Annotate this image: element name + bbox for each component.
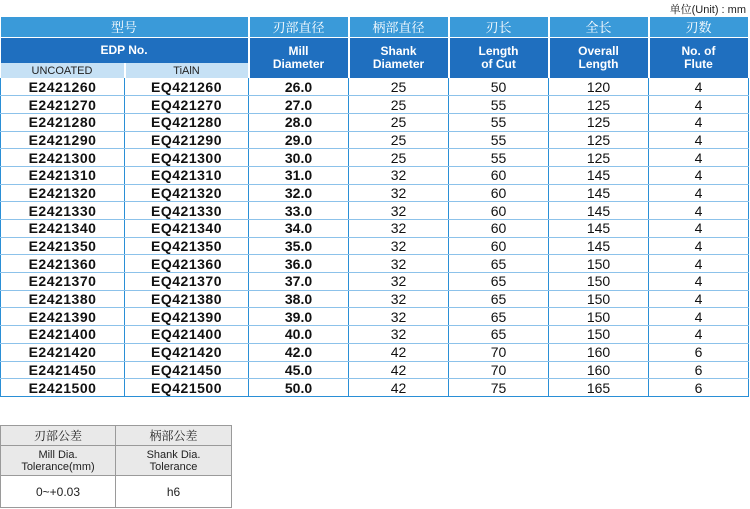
- uncoated-edp-cell: E2421450: [1, 361, 125, 379]
- mill-diameter-cell: 45.0: [249, 361, 349, 379]
- shank-diameter-cell: 32: [349, 184, 449, 202]
- header-row-cn: [1, 17, 749, 37]
- shank-diameter-cell: 25: [349, 131, 449, 149]
- length-of-cut-cell: 50: [449, 78, 549, 96]
- shank-diameter-cell: 25: [349, 113, 449, 131]
- shank-tolerance-en-line2: Tolerance: [149, 460, 198, 473]
- tialn-edp-cell: EQ421340: [125, 220, 249, 238]
- shank-tolerance-value: h6: [116, 476, 232, 508]
- uncoated-edp-cell: E2421280: [1, 113, 125, 131]
- flute-en-text: No. of Flute: [681, 43, 716, 71]
- uncoated-edp-cell: E2421350: [1, 237, 125, 255]
- mill-diameter-cell: 50.0: [249, 379, 349, 397]
- uncoated-edp-cell: E2421380: [1, 290, 125, 308]
- shank-diameter-cell: 42: [349, 343, 449, 361]
- table-row: [1, 343, 749, 361]
- tialn-edp-cell: EQ421370: [125, 273, 249, 291]
- model-cn-header: 型号: [1, 17, 249, 37]
- flute-count-cell: 4: [649, 149, 749, 167]
- length-of-cut-cell: 60: [449, 166, 549, 184]
- shank-diameter-cell: 25: [349, 149, 449, 167]
- overall-length-cell: 150: [549, 290, 649, 308]
- table-row: [1, 326, 749, 344]
- table-row: [1, 149, 749, 167]
- table-row: [1, 361, 749, 379]
- flute-count-cell: 4: [649, 78, 749, 96]
- shank-diameter-cell: 42: [349, 361, 449, 379]
- tialn-edp-cell: EQ421420: [125, 343, 249, 361]
- tialn-edp-cell: EQ421290: [125, 131, 249, 149]
- shank-diameter-cell: 32: [349, 255, 449, 273]
- edp-header: EDP No.: [1, 37, 249, 63]
- mill-diameter-cell: 42.0: [249, 343, 349, 361]
- mill-diameter-cell: 35.0: [249, 237, 349, 255]
- table-row: [1, 78, 749, 96]
- header-row-en: [1, 37, 749, 63]
- mill-tolerance-en-line1: Mill Dia.: [38, 448, 78, 461]
- flute-count-cell: 4: [649, 273, 749, 291]
- uncoated-edp-cell: E2421300: [1, 149, 125, 167]
- length-of-cut-cell: 55: [449, 131, 549, 149]
- flute-en-header: [649, 37, 749, 78]
- flute-count-cell: 6: [649, 343, 749, 361]
- mill-diameter-cell: 37.0: [249, 273, 349, 291]
- unit-note: 单位(Unit) : mm: [669, 4, 746, 16]
- table-row: [1, 255, 749, 273]
- uncoated-edp-cell: E2421290: [1, 131, 125, 149]
- tialn-edp-cell: EQ421280: [125, 113, 249, 131]
- tialn-edp-cell: EQ421320: [125, 184, 249, 202]
- mill-tolerance-en-line2: Tolerance(mm): [21, 460, 95, 473]
- flute-cn-header: 刃数: [649, 17, 749, 37]
- uncoated-edp-cell: E2421420: [1, 343, 125, 361]
- overall-length-cell: 150: [549, 273, 649, 291]
- flute-count-cell: 4: [649, 166, 749, 184]
- shank-tolerance-en: [116, 446, 232, 476]
- shank-diameter-cell: 32: [349, 290, 449, 308]
- shank-tolerance-en-line1: Shank Dia.: [146, 448, 201, 461]
- table-row: [1, 131, 749, 149]
- uncoated-edp-cell: E2421270: [1, 96, 125, 114]
- shank-diameter-cell: 32: [349, 237, 449, 255]
- tolerance-table: [0, 425, 232, 508]
- flute-count-cell: 4: [649, 96, 749, 114]
- flute-count-cell: 6: [649, 379, 749, 397]
- table-row: [1, 184, 749, 202]
- overall-length-cell: 160: [549, 361, 649, 379]
- mill-diameter-cell: 39.0: [249, 308, 349, 326]
- table-row: [1, 379, 749, 397]
- mill-tolerance-cn: 刃部公差: [1, 426, 116, 446]
- shank-diameter-cell: 32: [349, 202, 449, 220]
- overall-length-cell: 120: [549, 78, 649, 96]
- length-of-cut-cell: 60: [449, 237, 549, 255]
- table-row: [1, 308, 749, 326]
- mill-diameter-cell: 38.0: [249, 290, 349, 308]
- tialn-edp-cell: EQ421260: [125, 78, 249, 96]
- length-of-cut-cell: 60: [449, 184, 549, 202]
- overall-length-cell: 145: [549, 220, 649, 238]
- table-row: [1, 166, 749, 184]
- tialn-edp-cell: EQ421360: [125, 255, 249, 273]
- overall-length-cell: 165: [549, 379, 649, 397]
- overall-length-cell: 145: [549, 237, 649, 255]
- tialn-edp-cell: EQ421380: [125, 290, 249, 308]
- tolerance-header-cn: [1, 426, 232, 446]
- uncoated-edp-cell: E2421340: [1, 220, 125, 238]
- uncoated-header: UNCOATED: [1, 63, 125, 78]
- length-of-cut-cell: 65: [449, 255, 549, 273]
- oal-en-header: [549, 37, 649, 78]
- overall-length-cell: 160: [549, 343, 649, 361]
- shank-diameter-cell: 32: [349, 308, 449, 326]
- uncoated-edp-cell: E2421310: [1, 166, 125, 184]
- tialn-edp-cell: EQ421330: [125, 202, 249, 220]
- table-row: [1, 290, 749, 308]
- flute-count-cell: 4: [649, 220, 749, 238]
- overall-length-cell: 145: [549, 166, 649, 184]
- mill-diameter-cell: 30.0: [249, 149, 349, 167]
- shank-diameter-cell: 25: [349, 78, 449, 96]
- length-of-cut-cell: 75: [449, 379, 549, 397]
- flute-count-cell: 4: [649, 326, 749, 344]
- tialn-edp-cell: EQ421270: [125, 96, 249, 114]
- oal-cn-header: 全长: [549, 17, 649, 37]
- overall-length-cell: 150: [549, 326, 649, 344]
- flute-count-cell: 4: [649, 131, 749, 149]
- length-of-cut-cell: 55: [449, 149, 549, 167]
- loc-en-text: Length of Cut: [478, 43, 519, 71]
- shank-diameter-cell: 42: [349, 379, 449, 397]
- shank-diameter-cell: 32: [349, 326, 449, 344]
- spec-table-body: [1, 78, 749, 396]
- mill-tolerance-value: 0~+0.03: [1, 476, 116, 508]
- flute-count-cell: 4: [649, 308, 749, 326]
- overall-length-cell: 150: [549, 255, 649, 273]
- table-row: [1, 220, 749, 238]
- mill-diameter-cell: 36.0: [249, 255, 349, 273]
- overall-length-cell: 125: [549, 113, 649, 131]
- flute-count-cell: 4: [649, 237, 749, 255]
- shank-tolerance-cn: 柄部公差: [116, 426, 232, 446]
- mill-diameter-cell: 40.0: [249, 326, 349, 344]
- mill-diameter-cell: 33.0: [249, 202, 349, 220]
- length-of-cut-cell: 65: [449, 273, 549, 291]
- length-of-cut-cell: 70: [449, 361, 549, 379]
- length-of-cut-cell: 65: [449, 290, 549, 308]
- tolerance-values: [1, 476, 232, 508]
- table-row: [1, 113, 749, 131]
- overall-length-cell: 150: [549, 308, 649, 326]
- tialn-edp-cell: EQ421310: [125, 166, 249, 184]
- mill-cn-header: 刃部直径: [249, 17, 349, 37]
- overall-length-cell: 125: [549, 149, 649, 167]
- overall-length-cell: 125: [549, 131, 649, 149]
- uncoated-edp-cell: E2421320: [1, 184, 125, 202]
- shank-diameter-cell: 32: [349, 273, 449, 291]
- tolerance-header-en: [1, 446, 232, 476]
- tialn-edp-cell: EQ421350: [125, 237, 249, 255]
- mill-diameter-cell: 32.0: [249, 184, 349, 202]
- uncoated-edp-cell: E2421500: [1, 379, 125, 397]
- uncoated-edp-cell: E2421390: [1, 308, 125, 326]
- overall-length-cell: 145: [549, 184, 649, 202]
- mill-diameter-cell: 28.0: [249, 113, 349, 131]
- loc-en-header: [449, 37, 549, 78]
- mill-tolerance-en: [1, 446, 116, 476]
- oal-en-text: Overall Length: [578, 43, 619, 71]
- length-of-cut-cell: 55: [449, 96, 549, 114]
- table-row: [1, 202, 749, 220]
- shank-cn-header: 柄部直径: [349, 17, 449, 37]
- uncoated-edp-cell: E2421360: [1, 255, 125, 273]
- table-row: [1, 96, 749, 114]
- loc-cn-header: 刃长: [449, 17, 549, 37]
- uncoated-edp-cell: E2421400: [1, 326, 125, 344]
- flute-count-cell: 6: [649, 361, 749, 379]
- mill-diameter-cell: 29.0: [249, 131, 349, 149]
- shank-en-text: Shank Diameter: [372, 43, 425, 71]
- tialn-edp-cell: EQ421300: [125, 149, 249, 167]
- length-of-cut-cell: 60: [449, 220, 549, 238]
- flute-count-cell: 4: [649, 184, 749, 202]
- mill-en-text: Mill Diameter: [272, 43, 325, 71]
- tialn-header: TiAlN: [125, 63, 249, 78]
- tialn-edp-cell: EQ421400: [125, 326, 249, 344]
- length-of-cut-cell: 60: [449, 202, 549, 220]
- flute-count-cell: 4: [649, 202, 749, 220]
- shank-diameter-cell: 32: [349, 166, 449, 184]
- flute-count-cell: 4: [649, 290, 749, 308]
- length-of-cut-cell: 65: [449, 308, 549, 326]
- mill-diameter-cell: 31.0: [249, 166, 349, 184]
- tialn-edp-cell: EQ421390: [125, 308, 249, 326]
- tialn-edp-cell: EQ421500: [125, 379, 249, 397]
- overall-length-cell: 145: [549, 202, 649, 220]
- shank-diameter-cell: 32: [349, 220, 449, 238]
- length-of-cut-cell: 70: [449, 343, 549, 361]
- flute-count-cell: 4: [649, 113, 749, 131]
- mill-diameter-cell: 34.0: [249, 220, 349, 238]
- flute-count-cell: 4: [649, 255, 749, 273]
- table-row: [1, 273, 749, 291]
- uncoated-edp-cell: E2421370: [1, 273, 125, 291]
- tialn-edp-cell: EQ421450: [125, 361, 249, 379]
- length-of-cut-cell: 55: [449, 113, 549, 131]
- mill-diameter-cell: 26.0: [249, 78, 349, 96]
- mill-diameter-cell: 27.0: [249, 96, 349, 114]
- length-of-cut-cell: 65: [449, 326, 549, 344]
- shank-diameter-cell: 25: [349, 96, 449, 114]
- table-row: [1, 237, 749, 255]
- shank-en-header: [349, 37, 449, 78]
- uncoated-edp-cell: E2421260: [1, 78, 125, 96]
- overall-length-cell: 125: [549, 96, 649, 114]
- mill-en-header: [249, 37, 349, 78]
- spec-table: [0, 17, 750, 397]
- uncoated-edp-cell: E2421330: [1, 202, 125, 220]
